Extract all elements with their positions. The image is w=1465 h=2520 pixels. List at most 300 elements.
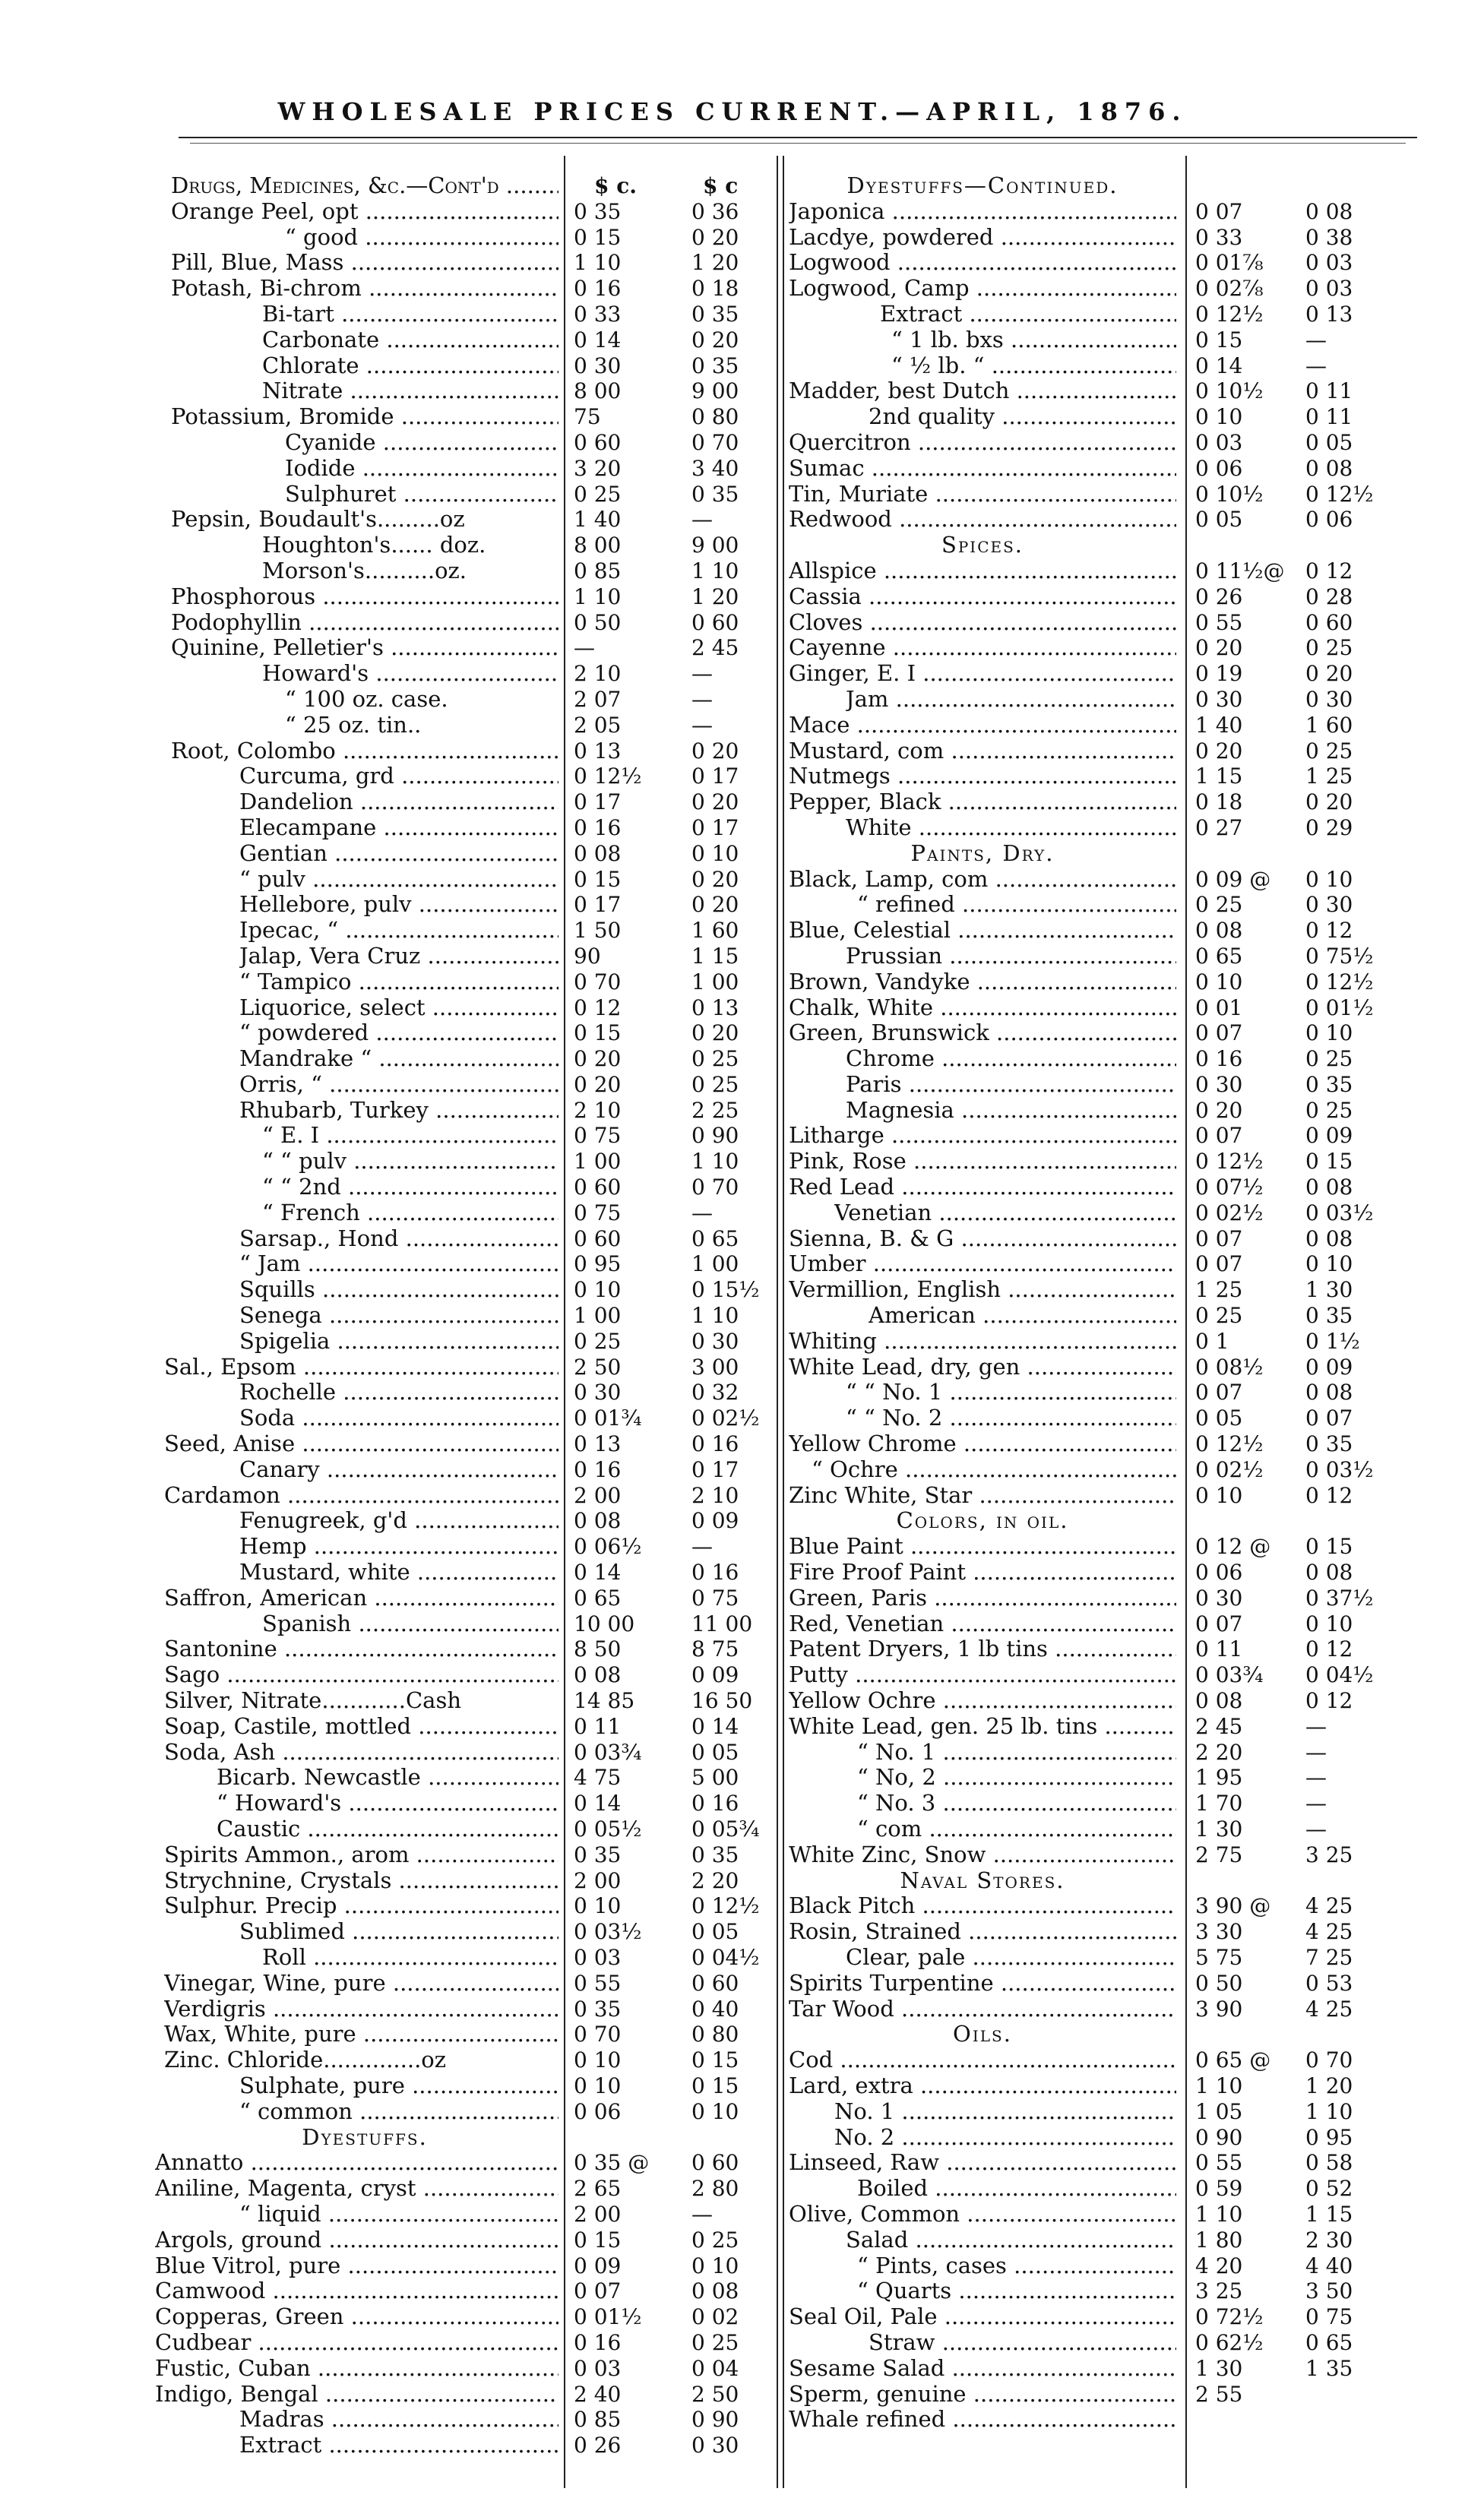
item-name: Curcuma, grd ..... <box>239 764 558 789</box>
item-name: “ Ochre ..... <box>812 1457 1176 1483</box>
price-low: 2 07 <box>574 686 622 712</box>
price-low: 0 59 <box>1195 2176 1243 2202</box>
price-low: 0 20 <box>1195 1097 1243 1123</box>
price-low: 0 03¾ <box>1195 1662 1264 1688</box>
price-row <box>789 584 1442 610</box>
price-low: 0 07½ <box>1195 1175 1264 1200</box>
item-name: Yellow Ochre ..... <box>789 1688 1176 1714</box>
price-low: 0 15 <box>574 866 622 892</box>
item-name: Patent Dryers, 1 lb tins ..... <box>789 1636 1176 1662</box>
item-name: White Lead, dry, gen ..... <box>789 1355 1176 1380</box>
price-low: 0 06 <box>574 2098 622 2124</box>
item-name: Whiting ..... <box>789 1329 1176 1355</box>
item-name: Pink, Rose ..... <box>789 1149 1176 1175</box>
item-name: No. 1 ..... <box>834 2099 1176 2125</box>
price-low: 3 90 <box>1195 1996 1243 2022</box>
price-low: 0 25 <box>574 1328 622 1354</box>
price-high: 0 03 <box>1305 276 1353 302</box>
item-name: Japonica ..... <box>789 199 1176 225</box>
price-low: 0 90 <box>1195 2124 1243 2150</box>
price-low: 0 60 <box>574 429 622 455</box>
item-name: Drugs, Medicines, &c.—Cont'd ..... <box>171 173 558 199</box>
price-high: 0 29 <box>1305 814 1353 840</box>
price-high: 0 12 <box>1305 1688 1353 1714</box>
item-name: “ 25 oz. tin.. <box>285 712 422 738</box>
item-name: Quinine, Pelletier's ..... <box>171 635 558 661</box>
price-low: 0 05 <box>1195 1405 1243 1431</box>
price-high: 0 03 <box>1305 250 1353 276</box>
price-row <box>144 456 783 482</box>
item-name: Green, Brunswick ..... <box>789 1020 1176 1046</box>
item-name: Cardamon ..... <box>164 1483 558 1509</box>
price-row <box>789 1662 1442 1688</box>
price-high: 0 12 <box>1305 558 1353 583</box>
price-low: 8 50 <box>574 1636 622 1662</box>
item-name: Brown, Vandyke ..... <box>789 969 1176 995</box>
price-high: 0 05¾ <box>691 1816 760 1842</box>
price-low: 0 07 <box>1195 1380 1243 1405</box>
price-high: 0 25 <box>1305 635 1353 661</box>
item-name: Whale refined ..... <box>789 2407 1176 2433</box>
item-name: Extract ..... <box>239 2433 558 2458</box>
section-heading <box>789 2022 1442 2047</box>
item-name: Putty ..... <box>789 1662 1176 1688</box>
price-row <box>144 610 783 636</box>
price-row <box>789 1560 1442 1586</box>
price-row <box>789 1072 1442 1098</box>
price-high: 0 16 <box>691 1560 739 1586</box>
price-row <box>789 482 1442 507</box>
price-low: 3 25 <box>1195 2278 1243 2304</box>
item-name: Podophyllin ..... <box>171 610 558 636</box>
price-low: 4 20 <box>1195 2253 1243 2278</box>
item-name: Salad ..... <box>846 2228 1176 2253</box>
price-high: 0 25 <box>1305 1046 1353 1072</box>
price-high: 2 25 <box>691 1097 739 1123</box>
price-row <box>789 1175 1442 1200</box>
price-high: 0 60 <box>691 609 739 635</box>
item-name: “ powdered ..... <box>239 1020 558 1046</box>
item-name: Elecampane ..... <box>239 815 558 841</box>
item-name: Spirits Ammon., arom ..... <box>164 1842 558 1868</box>
price-row <box>144 1098 783 1124</box>
price-high: 2 45 <box>691 635 739 661</box>
price-high: 1 20 <box>691 583 739 609</box>
price-row <box>144 1534 783 1560</box>
price-row <box>144 2099 783 2125</box>
item-name: Blue Paint ..... <box>789 1534 1176 1560</box>
price-low: 0 20 <box>1195 738 1243 764</box>
price-high: 0 15½ <box>691 1277 760 1303</box>
item-name: “ refined ..... <box>857 892 1176 918</box>
price-row <box>144 430 783 456</box>
item-name: Caustic ..... <box>217 1816 558 1842</box>
price-low: 2 05 <box>574 712 622 738</box>
price-high: 0 25 <box>1305 738 1353 764</box>
item-name: Tar Wood ..... <box>789 1997 1176 2022</box>
price-high: 0 90 <box>691 1123 739 1149</box>
item-name: Soda ..... <box>239 1405 558 1431</box>
price-row <box>789 1226 1442 1252</box>
price-high: 0 08 <box>1305 1175 1353 1200</box>
price-low: 0 20 <box>1195 635 1243 661</box>
price-low: 75 <box>574 404 601 430</box>
item-name: Ginger, E. I ..... <box>789 661 1176 687</box>
item-name: Liquorice, select ..... <box>239 995 558 1021</box>
item-name: Red, Venetian ..... <box>789 1611 1176 1637</box>
item-name: Sal., Epsom ..... <box>164 1355 558 1380</box>
price-low: 0 14 <box>574 1791 622 1816</box>
price-low: 14 85 <box>574 1688 635 1714</box>
price-row <box>789 1020 1442 1046</box>
item-name: Chlorate ..... <box>262 353 558 379</box>
price-row <box>789 1997 1442 2022</box>
price-high: 0 28 <box>1305 583 1353 609</box>
price-row <box>789 635 1442 661</box>
price-row <box>789 2330 1442 2356</box>
section-heading <box>789 841 1442 867</box>
price-row <box>789 507 1442 533</box>
price-low: 0 02½ <box>1195 1200 1264 1225</box>
price-low: 1 10 <box>1195 2073 1243 2098</box>
price-row <box>144 1329 783 1355</box>
price-low: 0 14 <box>574 1560 622 1586</box>
item-name: No. 2 ..... <box>834 2125 1176 2151</box>
price-row <box>789 1971 1442 1997</box>
price-low: 1 40 <box>574 507 622 533</box>
price-row <box>144 1277 783 1303</box>
item-name: Copperas, Green ..... <box>155 2304 558 2330</box>
item-name: “ 1 lb. bxs ..... <box>891 327 1176 353</box>
price-row <box>789 1098 1442 1124</box>
item-name: Sumac ..... <box>789 456 1176 482</box>
price-low: 0 11 <box>574 1713 622 1739</box>
item-name: Root, Colombo ..... <box>171 738 558 764</box>
price-low: 8 00 <box>574 533 622 558</box>
price-high: — <box>1305 1765 1327 1791</box>
price-row <box>144 2382 783 2408</box>
item-name: Canary ..... <box>239 1457 558 1483</box>
section-title: Dyestuffs. <box>302 2124 428 2150</box>
price-row <box>144 1765 783 1791</box>
price-row <box>144 661 783 687</box>
price-high: 3 50 <box>1305 2278 1353 2304</box>
left-price-head-2: $ c <box>703 173 739 198</box>
price-row <box>789 867 1442 893</box>
price-high: 0 37½ <box>1305 1585 1374 1611</box>
price-row <box>144 841 783 867</box>
price-high: 0 12½ <box>691 1893 760 1919</box>
price-row <box>144 1662 783 1688</box>
item-name: Mace ..... <box>789 713 1176 738</box>
price-low: 2 55 <box>1195 2381 1243 2407</box>
price-low: 0 12½ <box>1195 1431 1264 1457</box>
price-low: 0 12½ <box>1195 1149 1264 1175</box>
price-high: 0 25 <box>691 1046 739 1072</box>
price-high: 0 17 <box>691 1456 739 1482</box>
price-row <box>144 225 783 251</box>
price-row <box>789 995 1442 1021</box>
price-row <box>144 1714 783 1740</box>
item-name: Soap, Castile, mottled ..... <box>164 1714 558 1740</box>
price-low: 0 25 <box>1195 892 1243 918</box>
price-high: — <box>691 1200 713 1225</box>
price-row <box>789 1405 1442 1431</box>
price-high: 0 08 <box>1305 1380 1353 1405</box>
price-row <box>789 1534 1442 1560</box>
price-low: 2 45 <box>1195 1713 1243 1739</box>
price-row <box>144 1457 783 1483</box>
price-low: 0 07 <box>1195 1020 1243 1046</box>
price-low: 1 30 <box>1195 2355 1243 2381</box>
item-name: Howard's ..... <box>262 661 558 687</box>
price-low: 0 35 <box>574 1996 622 2022</box>
price-low: 0 33 <box>1195 224 1243 250</box>
price-row <box>144 353 783 379</box>
price-low: 0 03 <box>1195 429 1243 455</box>
price-row <box>144 1816 783 1842</box>
price-row <box>144 276 783 302</box>
item-name: “ “ 2nd ..... <box>262 1175 558 1200</box>
item-name: Spirits Turpentine ..... <box>789 1971 1176 1997</box>
price-low: 0 08 <box>1195 1688 1243 1714</box>
price-row <box>789 558 1442 584</box>
section-heading <box>789 533 1442 558</box>
price-high: 0 12½ <box>1305 481 1374 507</box>
price-high: 0 20 <box>1305 661 1353 687</box>
price-high: 0 40 <box>691 1996 739 2022</box>
price-row <box>789 1483 1442 1509</box>
price-low: 0 12½ <box>1195 301 1264 327</box>
price-row <box>789 1919 1442 1945</box>
item-name: Soda, Ash ..... <box>164 1740 558 1766</box>
price-row <box>789 789 1442 815</box>
item-name: Saffron, American ..... <box>164 1586 558 1611</box>
price-high: 0 20 <box>691 866 739 892</box>
price-low: 0 18 <box>1195 789 1243 815</box>
price-row <box>789 610 1442 636</box>
price-row <box>144 507 783 533</box>
price-high: 0 10 <box>691 840 739 866</box>
price-high: 0 20 <box>691 327 739 353</box>
price-row <box>789 918 1442 944</box>
price-low: 4 75 <box>574 1765 622 1791</box>
price-row <box>789 276 1442 302</box>
price-high: — <box>1305 1713 1327 1739</box>
item-name: Linseed, Raw ..... <box>789 2150 1176 2176</box>
price-low: 90 <box>574 943 601 969</box>
item-name: Venetian ..... <box>834 1200 1176 1226</box>
item-name: Spigelia ..... <box>239 1329 558 1355</box>
price-row <box>789 2202 1442 2228</box>
section-title: Paints, Dry. <box>910 840 1055 866</box>
price-low: 0 07 <box>1195 198 1243 224</box>
price-high: 0 17 <box>691 764 739 789</box>
price-high: 9 00 <box>691 533 739 558</box>
price-row <box>144 584 783 610</box>
price-row <box>789 353 1442 379</box>
section-title: Naval Stores. <box>900 1867 1065 1893</box>
item-name: Sarsap., Hond ..... <box>239 1226 558 1252</box>
item-name: Nitrate ..... <box>262 378 558 404</box>
item-name: Madras ..... <box>239 2407 558 2433</box>
price-row <box>789 892 1442 918</box>
price-low: 0 26 <box>574 2433 622 2458</box>
item-name: Sulphuret ..... <box>285 482 558 507</box>
price-row <box>144 1586 783 1611</box>
item-name: Yellow Chrome ..... <box>789 1431 1176 1457</box>
price-row <box>789 250 1442 276</box>
price-low: 0 62½ <box>1195 2329 1264 2355</box>
price-high: 0 13 <box>1305 301 1353 327</box>
price-high: 0 35 <box>1305 1303 1353 1329</box>
item-name: Fire Proof Paint ..... <box>789 1560 1176 1586</box>
price-high: 0 04½ <box>1305 1662 1374 1688</box>
price-row <box>144 1226 783 1252</box>
price-high: 0 11 <box>1305 378 1353 404</box>
price-high: — <box>691 507 713 533</box>
price-high: 0 25 <box>1305 1097 1353 1123</box>
price-low: 0 10½ <box>1195 481 1264 507</box>
price-low: 1 50 <box>574 918 622 944</box>
price-high: 0 20 <box>691 892 739 918</box>
left-price-list <box>144 173 783 2458</box>
price-low: 0 85 <box>574 2407 622 2433</box>
price-low: 0 11½@ <box>1195 558 1285 583</box>
price-row <box>789 1816 1442 1842</box>
price-low: 0 09 @ <box>1195 866 1271 892</box>
price-row <box>144 199 783 225</box>
item-name: Cudbear ..... <box>155 2330 558 2356</box>
price-row <box>789 456 1442 482</box>
price-low: 0 12½ <box>574 764 642 789</box>
price-row <box>789 225 1442 251</box>
price-row <box>789 302 1442 327</box>
price-high: 0 03½ <box>1305 1456 1374 1482</box>
price-low: 0 25 <box>1195 1303 1243 1329</box>
price-low: 0 55 <box>1195 609 1243 635</box>
item-name: “ common ..... <box>239 2099 558 2125</box>
price-high: 0 09 <box>1305 1123 1353 1149</box>
item-name: Argols, ground ..... <box>155 2228 558 2253</box>
price-high: 0 08 <box>1305 455 1353 481</box>
price-high: 0 08 <box>1305 1560 1353 1586</box>
price-low: 0 07 <box>1195 1251 1243 1277</box>
price-low: 0 03¾ <box>574 1739 642 1765</box>
item-name: Gentian ..... <box>239 841 558 867</box>
item-name: Umber ..... <box>789 1251 1176 1277</box>
price-high: 1 10 <box>691 558 739 583</box>
price-low: 0 50 <box>1195 1970 1243 1996</box>
price-high: 5 00 <box>691 1765 739 1791</box>
page-header: WHOLESALE PRICES CURRENT.—APRIL, 1876. <box>277 97 1188 126</box>
price-low: 0 15 <box>1195 327 1243 353</box>
price-row <box>144 1945 783 1971</box>
item-name: Sienna, B. & G ..... <box>789 1226 1176 1252</box>
price-row <box>144 969 783 995</box>
price-row <box>144 1636 783 1662</box>
price-low: 1 15 <box>1195 764 1243 789</box>
price-low: 0 06 <box>1195 455 1243 481</box>
price-low: 0 08 <box>1195 918 1243 944</box>
price-low: 0 10 <box>1195 969 1243 994</box>
price-high: 0 70 <box>691 429 739 455</box>
price-row <box>144 2022 783 2047</box>
price-high: — <box>691 1534 713 1560</box>
item-name: Rhubarb, Turkey ..... <box>239 1098 558 1124</box>
price-low: 0 11 <box>1195 1636 1243 1662</box>
price-low: 2 00 <box>574 1867 622 1893</box>
price-low: 0 15 <box>574 1020 622 1046</box>
section-title: Spices. <box>941 533 1024 558</box>
price-low: 0 26 <box>1195 583 1243 609</box>
item-name: White Lead, gen. 25 lb. tins ..... <box>789 1714 1176 1740</box>
price-low: 0 09 <box>574 2253 622 2278</box>
item-name: Sesame Salad ..... <box>789 2356 1176 2382</box>
price-high: 0 12 <box>1305 1482 1353 1508</box>
price-high: 0 95 <box>1305 2124 1353 2150</box>
price-high: 0 12 <box>1305 918 1353 944</box>
price-row <box>789 1636 1442 1662</box>
price-high: 0 08 <box>691 2278 739 2304</box>
price-high: — <box>1305 1739 1327 1765</box>
price-low: 2 10 <box>574 1097 622 1123</box>
price-row <box>144 1971 783 1997</box>
price-low: 0 06½ <box>574 1534 642 1560</box>
item-name: Hemp ..... <box>239 1534 558 1560</box>
item-name: Spanish ..... <box>262 1611 558 1637</box>
item-name: Roll ..... <box>262 1945 558 1971</box>
item-name: Nutmegs ..... <box>789 764 1176 789</box>
price-row <box>789 1303 1442 1329</box>
item-name: Sublimed ..... <box>239 1919 558 1945</box>
price-row <box>789 1431 1442 1457</box>
price-high: 0 05 <box>1305 429 1353 455</box>
item-name: Bicarb. Newcastle ..... <box>217 1765 558 1791</box>
price-row <box>789 1329 1442 1355</box>
price-row <box>789 738 1442 764</box>
price-low: 0 60 <box>574 1175 622 1200</box>
price-low: 2 40 <box>574 2381 622 2407</box>
price-low: 0 13 <box>574 738 622 764</box>
item-name: “ 100 oz. case. <box>285 686 448 712</box>
price-high: 0 15 <box>691 2047 739 2073</box>
price-low: 1 25 <box>1195 1277 1243 1303</box>
price-high: 4 40 <box>1305 2253 1353 2278</box>
price-high: — <box>691 686 713 712</box>
price-high: 0 13 <box>691 994 739 1020</box>
price-row <box>789 2228 1442 2253</box>
item-name: Squills ..... <box>239 1277 558 1303</box>
price-row <box>144 1868 783 1894</box>
price-low: 1 10 <box>1195 2201 1243 2227</box>
item-name: Logwood ..... <box>789 250 1176 276</box>
price-low: 0 05½ <box>574 1816 642 1842</box>
price-low: 0 55 <box>574 1970 622 1996</box>
price-row <box>144 1431 783 1457</box>
price-high: — <box>1305 1791 1327 1816</box>
item-name: Sperm, genuine ..... <box>789 2382 1176 2408</box>
item-name: Silver, Nitrate............Cash <box>164 1688 462 1714</box>
price-high: 0 60 <box>691 1970 739 1996</box>
price-row <box>789 2073 1442 2099</box>
price-row <box>144 2278 783 2304</box>
item-name: Logwood, Camp ..... <box>789 276 1176 302</box>
price-high: 1 35 <box>1305 2355 1353 2381</box>
item-name: Chalk, White ..... <box>789 995 1176 1021</box>
item-name: Rochelle ..... <box>239 1380 558 1405</box>
price-low: 0 12 <box>574 994 622 1020</box>
